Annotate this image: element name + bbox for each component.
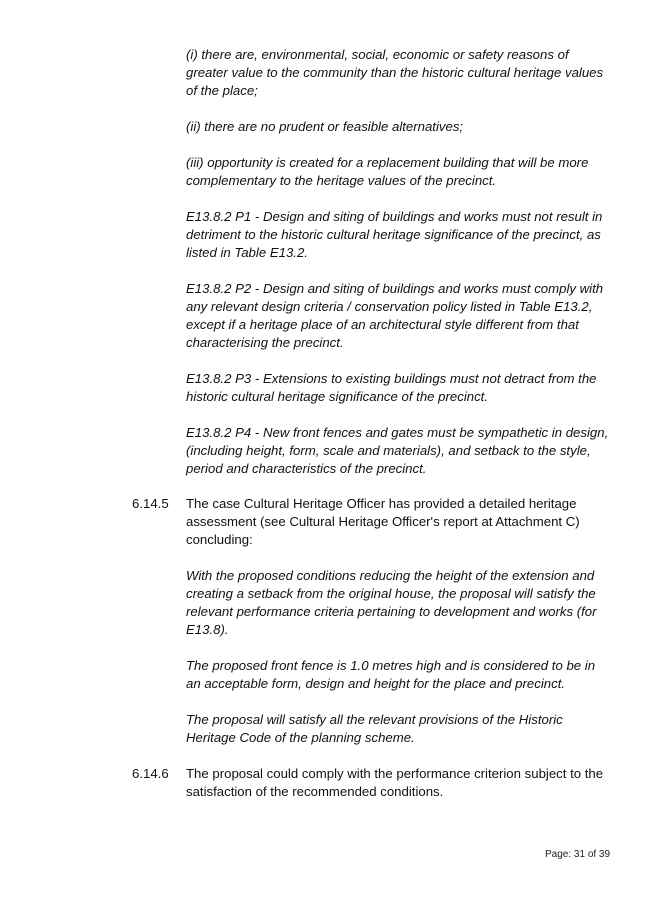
officer-quote-fence: The proposed front fence is 1.0 metres high and is considered to be in an acceptable form, design and height for the place and precinct. bbox=[186, 658, 596, 691]
officer-quote-provisions: The proposal will satisfy all the relevant provisions of the Historic Heritage Code of the planning scheme. bbox=[186, 712, 563, 745]
clause-e13-8-2-p1: E13.8.2 P1 - Design and siting of buildings and works must not result in detriment to the historic cultural heritage significance of the precinct, as listed in Table E13.2. bbox=[186, 209, 603, 260]
section-6-14-5-text: The case Cultural Heritage Officer has provided a detailed heritage assessment (see Cultural Heritage Officer's report at Attachment C) concluding: bbox=[186, 496, 580, 547]
officer-quote-conditions: With the proposed conditions reducing the height of the extension and creating a setback from the original house, the proposal will satisfy the relevant performance criteria pertaining to development and works (for E13.8). bbox=[186, 568, 597, 637]
clause-e13-8-2-p4: E13.8.2 P4 - New front fences and gates must be sympathetic in design, (including height, form, scale and materials), and setback to the style, period and characteristics of the precinct. bbox=[186, 425, 609, 476]
clause-e13-8-2-p3: E13.8.2 P3 - Extensions to existing buildings must not detract from the historic cultural heritage significance of the precinct. bbox=[186, 371, 597, 404]
clause-e13-8-2-p2: E13.8.2 P2 - Design and siting of buildings and works must comply with any relevant design criteria / conservation policy listed in Table E13.2, except if a heritage place of an architectural style different from that characterising the precinct. bbox=[186, 281, 604, 350]
section-6-14-6-text: The proposal could comply with the performance criterion subject to the satisfaction of the recommended conditions. bbox=[186, 766, 604, 799]
criterion-ii: (ii) there are no prudent or feasible alternatives; bbox=[186, 119, 464, 134]
page-number: Page: 31 of 39 bbox=[545, 849, 611, 860]
section-number-6-14-6: 6.14.6 bbox=[132, 766, 169, 781]
criterion-iii: (iii) opportunity is created for a replacement building that will be more complementary to the heritage values of the precinct. bbox=[186, 155, 589, 188]
criterion-i: (i) there are, environmental, social, economic or safety reasons of greater value to the community than the historic cultural heritage values of the place; bbox=[186, 47, 604, 98]
section-number-6-14-5: 6.14.5 bbox=[132, 496, 169, 511]
